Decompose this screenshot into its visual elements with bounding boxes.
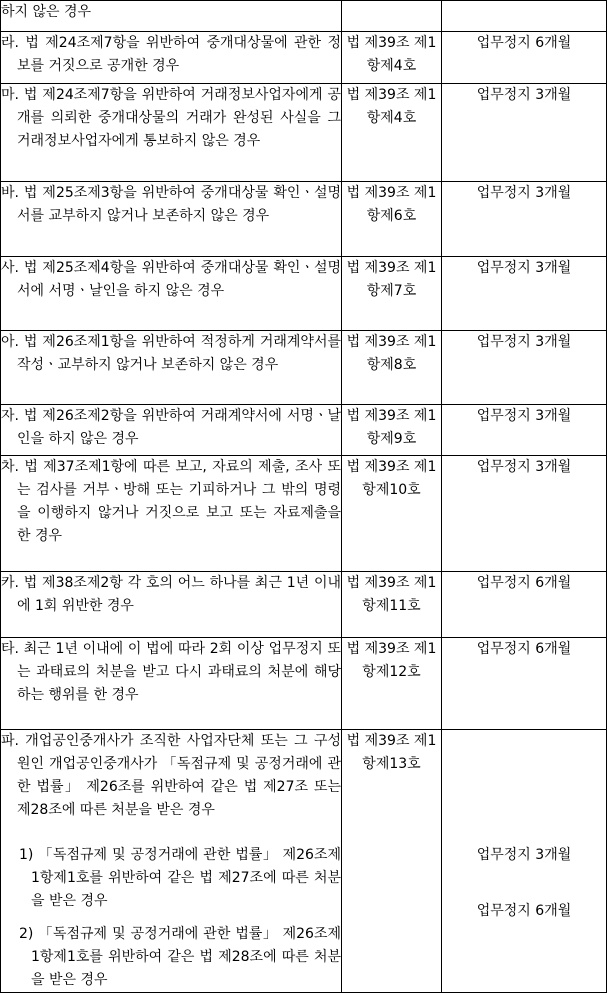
violation-description: 마. 법 제24조제7항을 위반하여 거래정보사업자에게 공개를 의뢰한 중개대상물의 거래가 완성된 사실을 그 거래정보사업자에게 통보하지 않은 경우: [1, 84, 342, 182]
table-row: [1, 331, 607, 405]
penalty: 업무정지 3개월: [442, 405, 607, 456]
table-row: [1, 257, 607, 331]
violation-description: 타. 최근 1년 이내에 이 법에 따라 2회 이상 업무정지 또는 과태료의 처분을 받고 다시 과태료의 처분에 해당하는 행위를 한 경우: [1, 638, 342, 730]
legal-basis: 법 제39조 제1항제7호: [342, 257, 442, 331]
sub-clause: 2) 「독점규제 및 공정거래에 관한 법률」 제26조제1항제1호를 위반하여 같은 법 제28조에 따른 처분을 받은 경우: [19, 926, 341, 988]
penalty: 업무정지 3개월: [442, 257, 607, 331]
legal-basis: 법 제39조 제1항제12호: [342, 638, 442, 730]
table-row: [1, 32, 607, 84]
violation-description: 자. 법 제26조제2항을 위반하여 거래계약서에 서명ㆍ날인을 하지 않은 경우: [1, 405, 342, 456]
violation-description: 바. 법 제25조제3항을 위반하여 중개대상물 확인ㆍ설명서를 교부하지 않거나 보존하지 않은 경우: [1, 182, 342, 257]
penalty: 업무정지 6개월: [442, 638, 607, 730]
legal-basis: 법 제39조 제1항제4호: [342, 32, 442, 84]
legal-basis: 법 제39조 제1항제9호: [342, 405, 442, 456]
table-row: [1, 405, 607, 456]
table-row: [1, 638, 607, 730]
legal-basis: 법 제39조 제1항제8호: [342, 331, 442, 405]
sub-clause: 1) 「독점규제 및 공정거래에 관한 법률」 제26조제1항제1호를 위반하여 같은 법 제27조에 따른 처분을 받은 경우: [19, 847, 341, 909]
legal-basis: 법 제39조 제1항제11호: [342, 572, 442, 638]
violation-description: 아. 법 제26조제1항을 위반하여 적정하게 거래계약서를 작성ㆍ교부하지 않거나 보존하지 않은 경우: [1, 331, 342, 405]
penalty: 업무정지 3개월: [442, 182, 607, 257]
violation-description: 라. 법 제24조제7항을 위반하여 중개대상물에 관한 정보를 거짓으로 공개한 경우: [1, 32, 342, 84]
table-row: [1, 456, 607, 572]
legal-basis: 법 제39조 제1항제4호: [342, 84, 442, 182]
main-clause: 파. 개업공인중개사가 조직한 사업자단체 또는 그 구성원인 개업공인중개사가 「독점규제 및 공정거래에 관한 법률」 제26조를 위반하여 같은 법 제27조 또는 제28조에 따른 처분을 받은 경우: [1, 733, 341, 818]
legal-basis: 법 제39조 제1항제10호: [342, 456, 442, 572]
violation-description: 하지 않은 경우: [1, 1, 342, 32]
violation-description: 차. 법 제37조제1항에 따른 보고, 자료의 제출, 조사 또는 검사를 거부ㆍ방해 또는 기피하거나 그 밖의 명령을 이행하지 않거나 거짓으로 보고 또는 자료제출을 한 경우: [1, 456, 342, 572]
table-row: [1, 182, 607, 257]
violation-description: 사. 법 제25조제4항을 위반하여 중개대상물 확인ㆍ설명서에 서명ㆍ날인을 하지 않은 경우: [1, 257, 342, 331]
penalty: [442, 730, 607, 993]
penalty: 업무정지 3개월: [442, 84, 607, 182]
table-row: [1, 84, 607, 182]
violation-description: [1, 730, 342, 993]
penalty: 업무정지 3개월: [442, 331, 607, 405]
sub-penalty: 업무정지 3개월: [476, 847, 572, 863]
table-row: [1, 1, 607, 32]
legal-basis: 법 제39조 제1항제6호: [342, 182, 442, 257]
sub-penalty: 업무정지 6개월: [476, 903, 572, 919]
table-row: [1, 572, 607, 638]
violation-description: 카. 법 제38조제2항 각 호의 어느 하나를 최근 1년 이내에 1회 위반한 경우: [1, 572, 342, 638]
penalty: [442, 1, 607, 32]
penalty: 업무정지 3개월: [442, 456, 607, 572]
legal-basis: [342, 1, 442, 32]
penalty: 업무정지 6개월: [442, 572, 607, 638]
table-row: [1, 730, 607, 993]
legal-basis: 법 제39조 제1항제13호: [342, 730, 442, 993]
penalty: 업무정지 6개월: [442, 32, 607, 84]
